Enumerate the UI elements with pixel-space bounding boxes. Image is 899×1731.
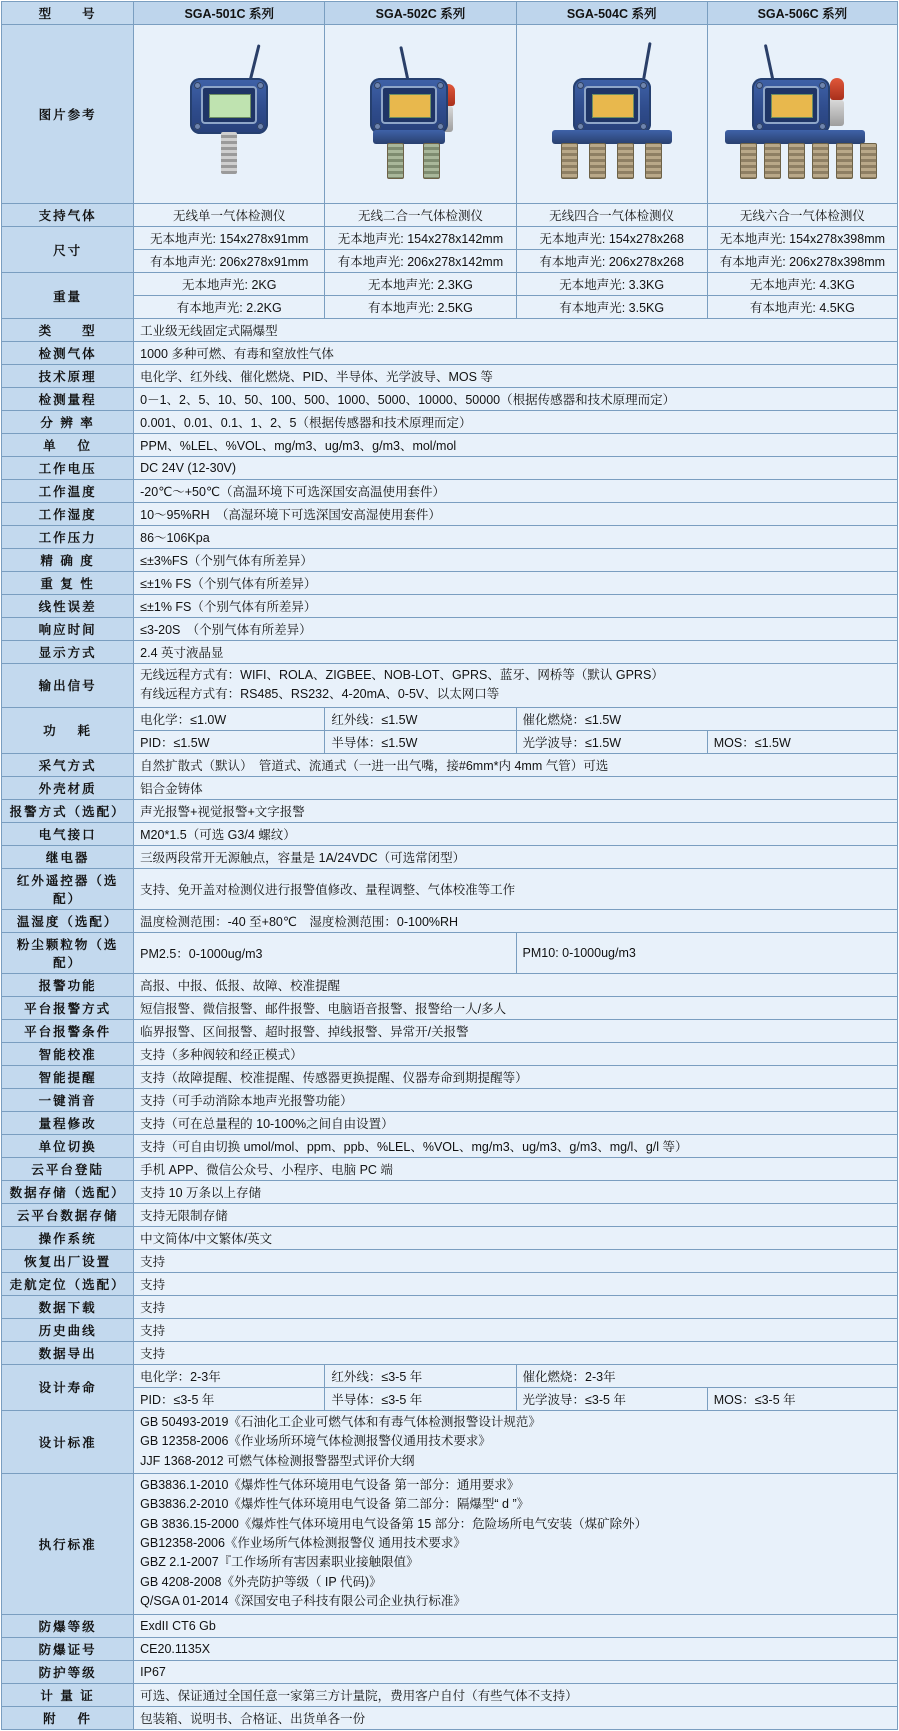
device-housing [370,78,448,134]
gas-probe [860,143,877,179]
row-value-linearity: ≤±1% FS（个别气体有所差异） [134,595,898,618]
table-row-spec [2,503,898,526]
gas-probe [645,143,662,179]
row-value-accuracy: ≤±3%FS（个别气体有所差异） [134,549,898,572]
row-label-data-export: 数据导出 [2,1341,134,1364]
exec-standard-line: GB12358-2006《作业场所气体检测报警仪 通用技术要求》 [140,1536,466,1550]
table-row-spec [2,1637,898,1660]
table-row-spec [2,1272,898,1295]
weight-501c-with-alarm: 有本地声光: 2.2KG [134,296,325,319]
table-row-spec [2,1614,898,1637]
row-label-exec-standard: 执行标准 [2,1473,134,1614]
size-504c-no-alarm: 无本地声光: 154x278x268 [516,227,707,250]
row-label-voltage: 工作电压 [2,457,134,480]
row-value-pressure: 86～106Kpa [134,526,898,549]
row-value-technology: 电化学、红外线、催化燃烧、PID、半导体、光学波导、MOS 等 [134,365,898,388]
row-label-temp-humidity-option: 温湿度（选配） [2,909,134,932]
row-label-ir-remote: 红外遥控器（选配） [2,868,134,909]
table-row-spec [2,1318,898,1341]
row-value-design-standard [134,1410,898,1473]
row-value-repeatability: ≤±1% FS（个别气体有所差异） [134,572,898,595]
specification-table [1,1,898,1730]
row-value-metrology-cert: 可选、保证通过全国任意一家第三方计量院，费用客户自付（有些气体不支持） [134,1683,898,1706]
weight-504c-no-alarm: 无本地声光: 3.3KG [516,273,707,296]
dust-pm25: PM2.5：0-1000ug/m3 [134,932,516,973]
row-value-response-time: ≤3-20S （个别气体有所差异） [134,618,898,641]
row-value-one-key-mute: 支持（可手动消除本地声光报警功能） [134,1088,898,1111]
gas-support-501c: 无线单一气体检测仪 [134,204,325,227]
table-row-spec [2,1683,898,1706]
size-504c-with-alarm: 有本地声光: 206x278x268 [516,250,707,273]
row-value-cloud-storage: 支持无限制存储 [134,1203,898,1226]
row-value-electrical-interface: M20*1.5（可选 G3/4 螺纹） [134,822,898,845]
table-row-images [2,25,898,204]
row-label-alarm-function: 报警功能 [2,973,134,996]
row-label-accuracy: 精 确 度 [2,549,134,572]
output-line-wired: 有线远程方式有：RS485、RS232、4-20mA、0-5V、以太网口等 [140,687,500,702]
weight-502c-with-alarm: 有本地声光: 2.5KG [325,296,516,319]
row-value-housing-material: 铝合金铸体 [134,776,898,799]
gas-manifold [373,130,445,144]
row-label-factory-reset: 恢复出厂设置 [2,1249,134,1272]
table-row-design-standard [2,1410,898,1473]
model-506c: SGA-506C 系列 [707,2,897,25]
row-label-cloud-storage: 云平台数据存储 [2,1203,134,1226]
gas-support-506c: 无线六合一气体检测仪 [707,204,897,227]
horn-icon [828,100,844,126]
table-row-spec [2,319,898,342]
row-value-mobile-positioning: 支持 [134,1272,898,1295]
row-value-humidity: 10～95%RH （高湿环境下可选深国安高湿使用套件） [134,503,898,526]
row-label-one-key-mute: 一键消音 [2,1088,134,1111]
size-501c-with-alarm: 有本地声光: 206x278x91mm [134,250,325,273]
device-housing [573,78,651,134]
row-value-cloud-login: 手机 APP、微信公众号、小程序、电脑 PC 端 [134,1157,898,1180]
row-value-relay: 三级两段常开无源触点，容量是 1A/24VDC（可选常闭型） [134,845,898,868]
table-row-spec [2,1295,898,1318]
row-label-ex-grade: 防爆等级 [2,1614,134,1637]
table-row-spec [2,1226,898,1249]
row-label-resolution: 分 辨 率 [2,411,134,434]
size-502c-with-alarm: 有本地声光: 206x278x142mm [325,250,516,273]
output-line-wireless: 无线远程方式有：WIFI、ROLA、ZIGBEE、NOB-LOT、GPRS、蓝牙、网桥等（默认 GPRS） [140,668,664,682]
row-value-ip-grade: IP67 [134,1660,898,1683]
row-value-alarm-mode: 声光报警+视觉报警+文字报警 [134,799,898,822]
table-row-spec [2,996,898,1019]
model-504c: SGA-504C 系列 [516,2,707,25]
gas-manifold [552,130,672,144]
row-value-factory-reset: 支持 [134,1249,898,1272]
row-label-alarm-mode: 报警方式（选配） [2,799,134,822]
table-row-spec [2,526,898,549]
row-value-history-curve: 支持 [134,1318,898,1341]
table-row-spec [2,1706,898,1729]
table-row-exec-standard [2,1473,898,1614]
power-catalytic: 催化燃烧：≤1.5W [516,707,897,730]
exec-standard-line: GB 4208-2008《外壳防护等级（ IP 代码)》 [140,1574,382,1589]
row-label-ex-certificate: 防爆证号 [2,1637,134,1660]
antenna-icon [249,44,261,82]
device-illustration-single [134,26,324,202]
row-value-smart-calibration: 支持（多种阀较和经正模式） [134,1042,898,1065]
device-image-502c [325,25,516,204]
row-label-temperature: 工作温度 [2,480,134,503]
table-row-spec [2,1203,898,1226]
model-502c: SGA-502C 系列 [325,2,516,25]
antenna-icon [400,46,410,82]
gas-probe [221,132,237,174]
row-label-accessories: 附 件 [2,1706,134,1729]
design-standard-line: JJF 1368-2012 可燃气体检测报警器型式评价大纲 [140,1453,415,1468]
table-row-spec [2,845,898,868]
size-506c-with-alarm: 有本地声光: 206x278x398mm [707,250,897,273]
table-row-dust [2,932,898,973]
row-value-data-storage: 支持 10 万条以上存储 [134,1180,898,1203]
power-electrochemical: 电化学：≤1.0W [134,707,325,730]
exec-standard-line: Q/SGA 01-2014《深国安电子科技有限公司企业执行标准》 [140,1594,466,1609]
row-value-resolution: 0.001、0.01、0.1、1、2、5（根据传感器和技术原理而定） [134,411,898,434]
row-value-range-modify: 支持（可在总量程的 10-100%之间自由设置） [134,1111,898,1134]
row-label-dust: 粉尘颗粒物（选配） [2,932,134,973]
table-row-spec [2,1660,898,1683]
row-label-ip-grade: 防护等级 [2,1660,134,1683]
table-row-spec [2,822,898,845]
table-row-spec [2,1111,898,1134]
row-label-smart-calibration: 智能校准 [2,1042,134,1065]
row-value-ir-remote: 支持、免开盖对检测仪进行报警值修改、量程调整、气体校准等工作 [134,868,898,909]
table-row-spec [2,618,898,641]
table-row-spec [2,549,898,572]
table-row-spec [2,753,898,776]
row-label-sampling: 采气方式 [2,753,134,776]
row-label-model: 型 号 [2,2,134,25]
table-row-spec [2,572,898,595]
row-label-type: 类 型 [2,319,134,342]
row-value-temp-humidity-option: 温度检测范围：-40 至+80℃ 湿度检测范围：0-100%RH [134,909,898,932]
gas-probe [764,143,781,179]
power-optical: 光学波导：≤1.5W [516,730,707,753]
table-row-spec [2,909,898,932]
exec-standard-line: GB3836.1-2010《爆炸性气体环境用电气设备 第一部分：通用要求》 [140,1477,520,1492]
table-row-spec [2,1180,898,1203]
device-display-panel [381,86,437,124]
table-row-spec [2,641,898,664]
row-label-humidity: 工作湿度 [2,503,134,526]
device-screen [209,94,251,118]
row-label-power: 功 耗 [2,707,134,753]
row-value-ex-grade: ExdII CT6 Gb [134,1614,898,1637]
table-row-spec [2,1042,898,1065]
row-value-voltage: DC 24V (12-30V) [134,457,898,480]
row-label-image-reference: 图片参考 [2,25,134,204]
row-label-unit: 单 位 [2,434,134,457]
row-label-display: 显示方式 [2,641,134,664]
table-row-size-2 [2,250,898,273]
device-housing [190,78,268,134]
table-row-power [2,707,898,730]
table-row-spec [2,1249,898,1272]
lifetime-mos: MOS：≤3-5 年 [707,1387,897,1410]
table-row-size [2,227,898,250]
device-image-504c [516,25,707,204]
gas-probe [561,143,578,179]
weight-506c-no-alarm: 无本地声光: 4.3KG [707,273,897,296]
row-label-housing-material: 外壳材质 [2,776,134,799]
row-label-os: 操作系统 [2,1226,134,1249]
table-row-spec [2,973,898,996]
exec-standard-line: GBZ 2.1-2007『工作场所有害因素职业接触限值》 [140,1555,419,1570]
row-label-platform-alarm-mode: 平台报警方式 [2,996,134,1019]
design-standard-line: GB 50493-2019《石油化工企业可燃气体和有毒气体检测报警设计规范》 [140,1414,541,1429]
row-value-accessories: 包装箱、说明书、合格证、出货单各一份 [134,1706,898,1729]
lifetime-semiconductor: 半导体：≤3-5 年 [325,1387,516,1410]
gas-probe [740,143,757,179]
lifetime-pid: PID：≤3-5 年 [134,1387,325,1410]
row-label-detect-gas: 检测气体 [2,342,134,365]
row-label-cloud-login: 云平台登陆 [2,1157,134,1180]
device-illustration-dual [325,26,515,202]
row-label-weight: 重量 [2,273,134,319]
lifetime-infrared: 红外线：≤3-5 年 [325,1364,516,1387]
table-row-spec [2,342,898,365]
table-row-power-2 [2,730,898,753]
table-row-output-signal [2,664,898,708]
row-label-range-modify: 量程修改 [2,1111,134,1134]
row-value-output-signal [134,664,898,708]
table-row-spec [2,776,898,799]
exec-standard-line: GB3836.2-2010《爆炸性气体环境用电气设备 第二部分：隔爆型“ d ”》 [140,1497,530,1512]
size-501c-no-alarm: 无本地声光: 154x278x91mm [134,227,325,250]
table-row-spec [2,868,898,909]
gas-probe [812,143,829,179]
gas-probe [589,143,606,179]
table-row-spec [2,411,898,434]
table-row-spec [2,365,898,388]
table-row-spec [2,595,898,618]
row-label-metrology-cert: 计 量 证 [2,1683,134,1706]
size-502c-no-alarm: 无本地声光: 154x278x142mm [325,227,516,250]
gas-manifold [725,130,865,144]
alarm-lamp-icon [830,78,844,100]
device-display-panel [763,86,819,124]
row-label-history-curve: 历史曲线 [2,1318,134,1341]
gas-support-504c: 无线四合一气体检测仪 [516,204,707,227]
lifetime-optical: 光学波导：≤3-5 年 [516,1387,707,1410]
row-value-platform-alarm-mode: 短信报警、微信报警、邮件报警、电脑语音报警、报警给一人/多人 [134,996,898,1019]
row-value-smart-reminder: 支持（故障提醒、校准提醒、传感器更换提醒、仪器寿命到期提醒等） [134,1065,898,1088]
table-row-weight [2,273,898,296]
table-row-lifetime-2 [2,1387,898,1410]
device-screen [592,94,634,118]
row-label-output-signal: 输出信号 [2,664,134,708]
device-illustration-quad [517,26,707,202]
table-row-spec [2,1157,898,1180]
model-501c: SGA-501C 系列 [134,2,325,25]
table-row-spec [2,1341,898,1364]
device-image-501c [134,25,325,204]
table-row-spec [2,1019,898,1042]
row-label-range: 检测量程 [2,388,134,411]
size-506c-no-alarm: 无本地声光: 154x278x398mm [707,227,897,250]
table-row-gas-support [2,204,898,227]
weight-501c-no-alarm: 无本地声光: 2KG [134,273,325,296]
row-label-smart-reminder: 智能提醒 [2,1065,134,1088]
table-row-spec [2,480,898,503]
row-label-platform-alarm-condition: 平台报警条件 [2,1019,134,1042]
spec-sheet [0,1,899,1730]
table-row-spec [2,1088,898,1111]
weight-504c-with-alarm: 有本地声光: 3.5KG [516,296,707,319]
row-label-data-download: 数据下载 [2,1295,134,1318]
row-value-range: 0－1、2、5、10、50、100、500、1000、5000、10000、50000（根据传感器和技术原理而定） [134,388,898,411]
dust-pm10: PM10: 0-1000ug/m3 [516,932,897,973]
row-value-temperature: -20℃～+50℃（高温环境下可选深国安高温使用套件） [134,480,898,503]
lifetime-catalytic: 催化燃烧：2-3年 [516,1364,897,1387]
gas-probe [387,143,404,179]
table-row-model [2,2,898,25]
row-label-electrical-interface: 电气接口 [2,822,134,845]
device-display-panel [584,86,640,124]
row-label-unit-switch: 单位切换 [2,1134,134,1157]
power-semiconductor: 半导体：≤1.5W [325,730,516,753]
power-mos: MOS：≤1.5W [707,730,897,753]
device-illustration-hex [708,26,897,202]
table-row-spec [2,457,898,480]
row-value-data-download: 支持 [134,1295,898,1318]
table-row-weight-2 [2,296,898,319]
row-label-lifetime: 设计寿命 [2,1364,134,1410]
power-infrared: 红外线：≤1.5W [325,707,516,730]
table-row-spec [2,799,898,822]
row-label-gas-support: 支持气体 [2,204,134,227]
row-value-unit-switch: 支持（可自由切换 umol/mol、ppm、ppb、%LEL、%VOL、mg/m3、ug/m3、g/m3、mg/l、g/l 等） [134,1134,898,1157]
row-label-pressure: 工作压力 [2,526,134,549]
gas-probe [788,143,805,179]
device-image-506c [707,25,897,204]
gas-probe [836,143,853,179]
power-pid: PID：≤1.5W [134,730,325,753]
row-label-mobile-positioning: 走航定位（选配） [2,1272,134,1295]
device-screen [771,94,813,118]
gas-support-502c: 无线二合一气体检测仪 [325,204,516,227]
row-value-data-export: 支持 [134,1341,898,1364]
device-display-panel [201,86,257,124]
row-value-os: 中文简体/中文繁体/英文 [134,1226,898,1249]
row-value-detect-gas: 1000 多种可燃、有毒和窒放性气体 [134,342,898,365]
row-label-relay: 继电器 [2,845,134,868]
row-value-ex-certificate: CE20.1135X [134,1637,898,1660]
row-value-unit: PPM、%LEL、%VOL、mg/m3、ug/m3、g/m3、mol/mol [134,434,898,457]
lifetime-electrochemical: 电化学：2-3年 [134,1364,325,1387]
gas-probe [617,143,634,179]
row-label-data-storage: 数据存储（选配） [2,1180,134,1203]
row-label-size: 尺寸 [2,227,134,273]
row-label-response-time: 响应时间 [2,618,134,641]
row-label-technology: 技术原理 [2,365,134,388]
row-value-type: 工业级无线固定式隔爆型 [134,319,898,342]
table-row-spec [2,388,898,411]
row-value-platform-alarm-condition: 临界报警、区间报警、超时报警、掉线报警、异常开/关报警 [134,1019,898,1042]
row-label-design-standard: 设计标准 [2,1410,134,1473]
table-row-spec [2,1134,898,1157]
table-row-spec [2,434,898,457]
table-row-lifetime [2,1364,898,1387]
table-row-spec [2,1065,898,1088]
exec-standard-line: GB 3836.15-2000《爆炸性气体环境用电气设备第 15 部分：危险场所电气安装（煤矿除外） [140,1516,648,1531]
design-standard-line: GB 12358-2006《作业场所环境气体检测报警仪通用技术要求》 [140,1434,491,1449]
row-label-linearity: 线性误差 [2,595,134,618]
row-value-sampling: 自然扩散式（默认） 管道式、流通式（一进一出气嘴，接#6mm*内 4mm 气管）可选 [134,753,898,776]
gas-probe [423,143,440,179]
weight-502c-no-alarm: 无本地声光: 2.3KG [325,273,516,296]
row-value-display: 2.4 英寸液晶显 [134,641,898,664]
weight-506c-with-alarm: 有本地声光: 4.5KG [707,296,897,319]
row-label-repeatability: 重 复 性 [2,572,134,595]
row-value-exec-standard [134,1473,898,1614]
device-housing [752,78,830,134]
row-value-alarm-function: 高报、中报、低报、故障、校准提醒 [134,973,898,996]
device-screen [389,94,431,118]
